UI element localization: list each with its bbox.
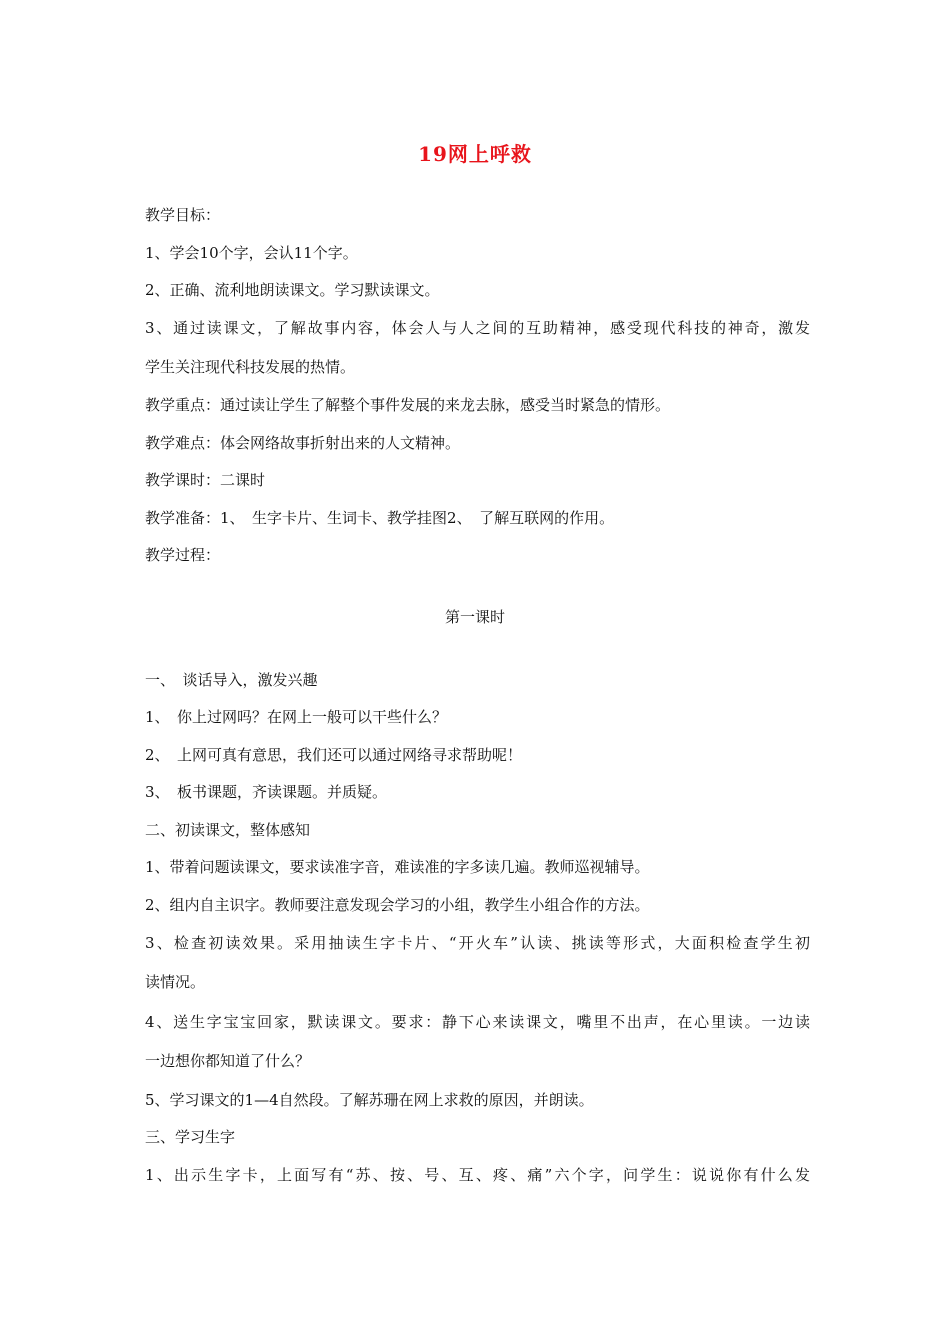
step-heading-3: 三、学习生字 [145, 1128, 236, 1146]
difficult-point: 教学难点：体会网络故事折射出来的人文精神。 [145, 434, 461, 452]
list-item: 1、 你上过网吗？在网上一般可以干些什么？ [145, 708, 448, 726]
section-heading-process: 教学过程： [145, 546, 221, 564]
list-item: 1、出示生字卡，上面写有“苏、按、号、互、疼、痛”六个字，问学生：说说你有什么发 [145, 1166, 810, 1184]
list-item: 5、学习课文的1—4自然段。了解苏珊在网上求救的原因，并朗读。 [145, 1091, 594, 1109]
list-item: 3、 板书课题，齐读课题。并质疑。 [145, 783, 388, 801]
preparation: 教学准备：1、 生字卡片、生词卡、教学挂图2、 了解互联网的作用。 [145, 509, 615, 527]
section-heading-objectives: 教学目标： [145, 206, 221, 224]
document-title: 19网上呼救 [418, 142, 532, 166]
step-heading-1: 一、 谈话导入，激发兴趣 [145, 671, 318, 689]
list-item: 1、带着问题读课文，要求读准字音，难读准的字多读几遍。教师巡视辅导。 [145, 858, 650, 876]
list-item: 3、检查初读效果。采用抽读生字卡片、“开火车”认读、挑读等形式，大面积检查学生初 [145, 934, 810, 952]
objective-1: 1、学会10个字，会认11个字。 [145, 244, 358, 262]
step-heading-2: 二、初读课文，整体感知 [145, 821, 311, 839]
list-item-continued: 一边想你都知道了什么？ [145, 1052, 311, 1070]
key-point: 教学重点：通过读让学生了解整个事件发展的来龙去脉，感受当时紧急的情形。 [145, 396, 671, 414]
list-item: 4、送生字宝宝回家，默读课文。要求：静下心来读课文，嘴里不出声，在心里读。一边读 [145, 1013, 810, 1031]
objective-3: 3、通过读课文，了解故事内容，体会人与人之间的互助精神，感受现代科技的神奇，激发 [145, 319, 810, 337]
list-item: 2、组内自主识字。教师要注意发现会学习的小组，教学生小组合作的方法。 [145, 896, 650, 914]
list-item: 2、 上网可真有意思，我们还可以通过网络寻求帮助呢！ [145, 746, 523, 764]
class-hours: 教学课时：二课时 [145, 471, 266, 489]
objective-3-continued: 学生关注现代科技发展的热情。 [145, 358, 356, 376]
lesson-heading: 第一课时 [444, 608, 505, 626]
list-item-continued: 读情况。 [145, 973, 206, 991]
objective-2: 2、正确、流利地朗读课文。学习默读课文。 [145, 281, 440, 299]
